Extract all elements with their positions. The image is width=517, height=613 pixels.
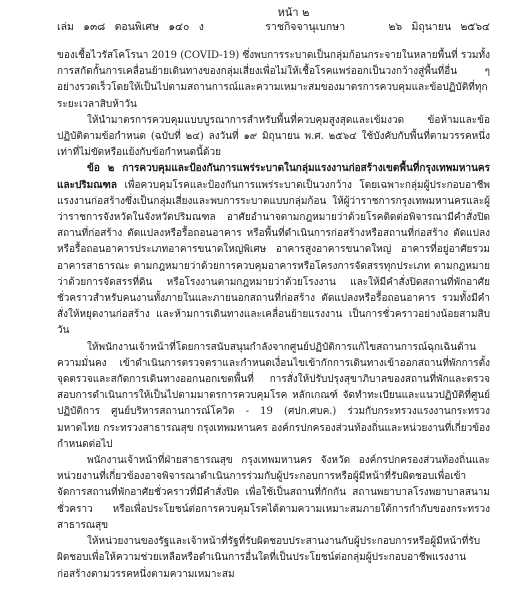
volume-info [57,20,210,34]
volume-label: เล่ม [57,21,74,33]
paragraph-1: ของเชื้อไวรัสโคโรนา 2019 (COVID-19) ซึ่งพบการระบาดเป็นกลุ่มก้อนกระจายในหลายพื้นที่ รวมทั้งการสกัดกั้นการเคลื่อนย้ายเดินทางของกลุ่มเสี่ยงเพื่อไม่ให้เชื้อโรคแพร่ออกเป็นวงกว้างสู่พื้นที่อื่น ๆ อย่างรวดเร็วโดยให้เป็นไปตามสถานการณ์และความเหมาะสมของมาตรการควบคุมและข้อปฏิบัติที่ทุกระยะเวลาสิบห้าวัน [57,50,490,110]
section-letter: ง [198,21,204,33]
publication-date [383,20,490,34]
gazette-header [57,20,490,34]
page-number-line [57,6,490,19]
paragraph-4: ให้พนักงานเจ้าหน้าที่โดยการสนับสนุนกำลังจากศูนย์ปฏิบัติการแก้ไขสถานการณ์ฉุกเฉินด้านความมั่นคง เข้าดำเนินการตรวจตราและกำหนดเงื่อนไขเข้ากักการเดินทางเข้าออกสถานที่พักการตั้งจุดตรวจและสกัดการเดินทางออกนอกเขตพื้นที่ การสั่งให้ปรับปรุงสุขาภิบาลของสถานที่พักและตรวจสอบการดำเนินการให้เป็นไปตามมาตรการควบคุมโรค หลักเกณฑ์ จัดทำทะเบียนและแนวปฏิบัติที่ศูนย์ปฏิบัติการ ศูนย์บริหารสถานการณ์โควิด - 19 (ศปก.ศบค.) ร่วมกับกระทรวงแรงงานกระทรวงมหาดไทย กระทรวงสาธารณสุข กรุงเทพมหานคร องค์กรปกครองส่วนท้องถิ่นและหน่วยงานที่เกี่ยวข้องกำหนดต่อไป [57,341,490,450]
volume-number: ๑๓๘ [83,21,106,33]
paragraph-6: ให้หน่วยงานของรัฐและเจ้าหน้าที่รัฐที่รับผิดชอบประสานงานกับผู้ประกอบการหรือผู้มีหน้าที่รับผิดชอบเพื่อให้ความช่วยเหลือหรือดำเนินการอื่นใดที่เป็นประโยชน์ต่อกลุ่มผู้ประกอบอาชีพแรงงานก่อสร้างตามวรรคหนึ่งตามความเหมาะสม [57,536,481,580]
special-issue-label: ตอนพิเศษ [114,21,159,33]
page-label: หน้า [277,6,299,19]
publication-name: ราชกิจจานุเบกษา [265,21,346,33]
page-number: ๒ [302,6,310,19]
special-issue-number: ๑๔๐ [168,21,190,33]
date-year: ๒๕๖๔ [460,21,490,33]
document-body [57,48,490,583]
date-day: ๒๖ [388,21,403,33]
date-month: มิถุนายน [411,21,452,33]
paragraph-2: ให้นำมาตรการควบคุมแบบบูรณาการสำหรับพื้นที่ควบคุมสูงสุดและเข้มงวด ข้อห้ามและข้อปฏิบัติตามข้อกำหนด (ฉบับที่ ๒๔) ลงวันที่ ๑๙ มิถุนายน พ.ศ. ๒๕๖๔ ใช้บังคับกับพื้นที่ตามวรรคหนึ่งเท่าที่ไม่ขัดหรือแย้งกับข้อกำหนดนี้ด้วย [57,114,490,159]
paragraph-5: พนักงานเจ้าหน้าที่ฝ่ายสาธารณสุข กรุงเทพมหานคร จังหวัด องค์กรปกครองส่วนท้องถิ่นและหน่วยงานที่เกี่ยวข้องอาจพิจารณาดำเนินการร่วมกับผู้ประกอบการหรือผู้มีหน้าที่รับผิดชอบเพื่อเข้าจัดการสถานที่พักอาศัยชั่วคราวที่มีคำสั่งปิด เพื่อใช้เป็นสถานที่กักกัน สถานพยาบาลโรงพยาบาลสนามชั่วคราว หรือเพื่อประโยชน์ต่อการควบคุมโรคได้ตามความเหมาะสมภายใต้การกำกับของกระทรวงสาธารณสุข [57,455,490,531]
paragraph-3 [57,161,490,339]
paragraph-3-text: เพื่อควบคุมโรคและป้องกันการแพร่ระบาดเป็นวงกว้าง โดยเฉพาะกลุ่มผู้ประกอบอาชีพแรงงานก่อสร้างซึ่งเป็นกลุ่มเสี่ยงและพบการระบาดแบบกลุ่มก้อน ให้ผู้ว่าราชการกรุงเทพมหานครและผู้ว่าราชการจังหวัดในจังหวัดปริมณฑล อาศัยอำนาจตามกฎหมายว่าด้วยโรคติดต่อพิจารณามีคำสั่งปิดสถานที่ก่อสร้าง ตัดแปลงหรือรื้อถอนอาคาร หรือพื้นที่ดำเนินการก่อสร้างหรือสถานที่ก่อสร้าง ตัดแปลงหรือรื้อถอนอาคารประเภทอาคารขนาดใหญ่พิเศษ อาคารสูงอาคารขนาดใหญ่ อาคารที่อยู่อาศัยรวม อาคารสาธารณะ ตามกฎหมายว่าด้วยการควบคุมอาคารหรือโครงการจัดสรรทุกประเภท ตามกฎหมายว่าด้วยการจัดสรรที่ดิน หรือโรงงานตามกฎหมายว่าด้วยโรงงาน และให้มีคำสั่งปิดสถานที่พักอาศัยชั่วคราวสำหรับคนงานทั้งภายในและภายนอกสถานที่ก่อสร้าง ตัดแปลงหรือรื้อถอนอาคาร รวมทั้งมีคำสั่งให้หยุดงานก่อสร้าง และห้ามการเดินทางและเคลื่อนย้ายแรงงาน เป็นการชั่วคราวอย่างน้อยสามสิบวัน [57,179,490,337]
section-heading: ข้อ ๒ การควบคุมและป้องกันการแพร่ระบาดในกลุ่มแรงงานก่อสร้างเขตพื้นที่กรุงเทพมหานครและปริมณฑล [57,163,490,191]
